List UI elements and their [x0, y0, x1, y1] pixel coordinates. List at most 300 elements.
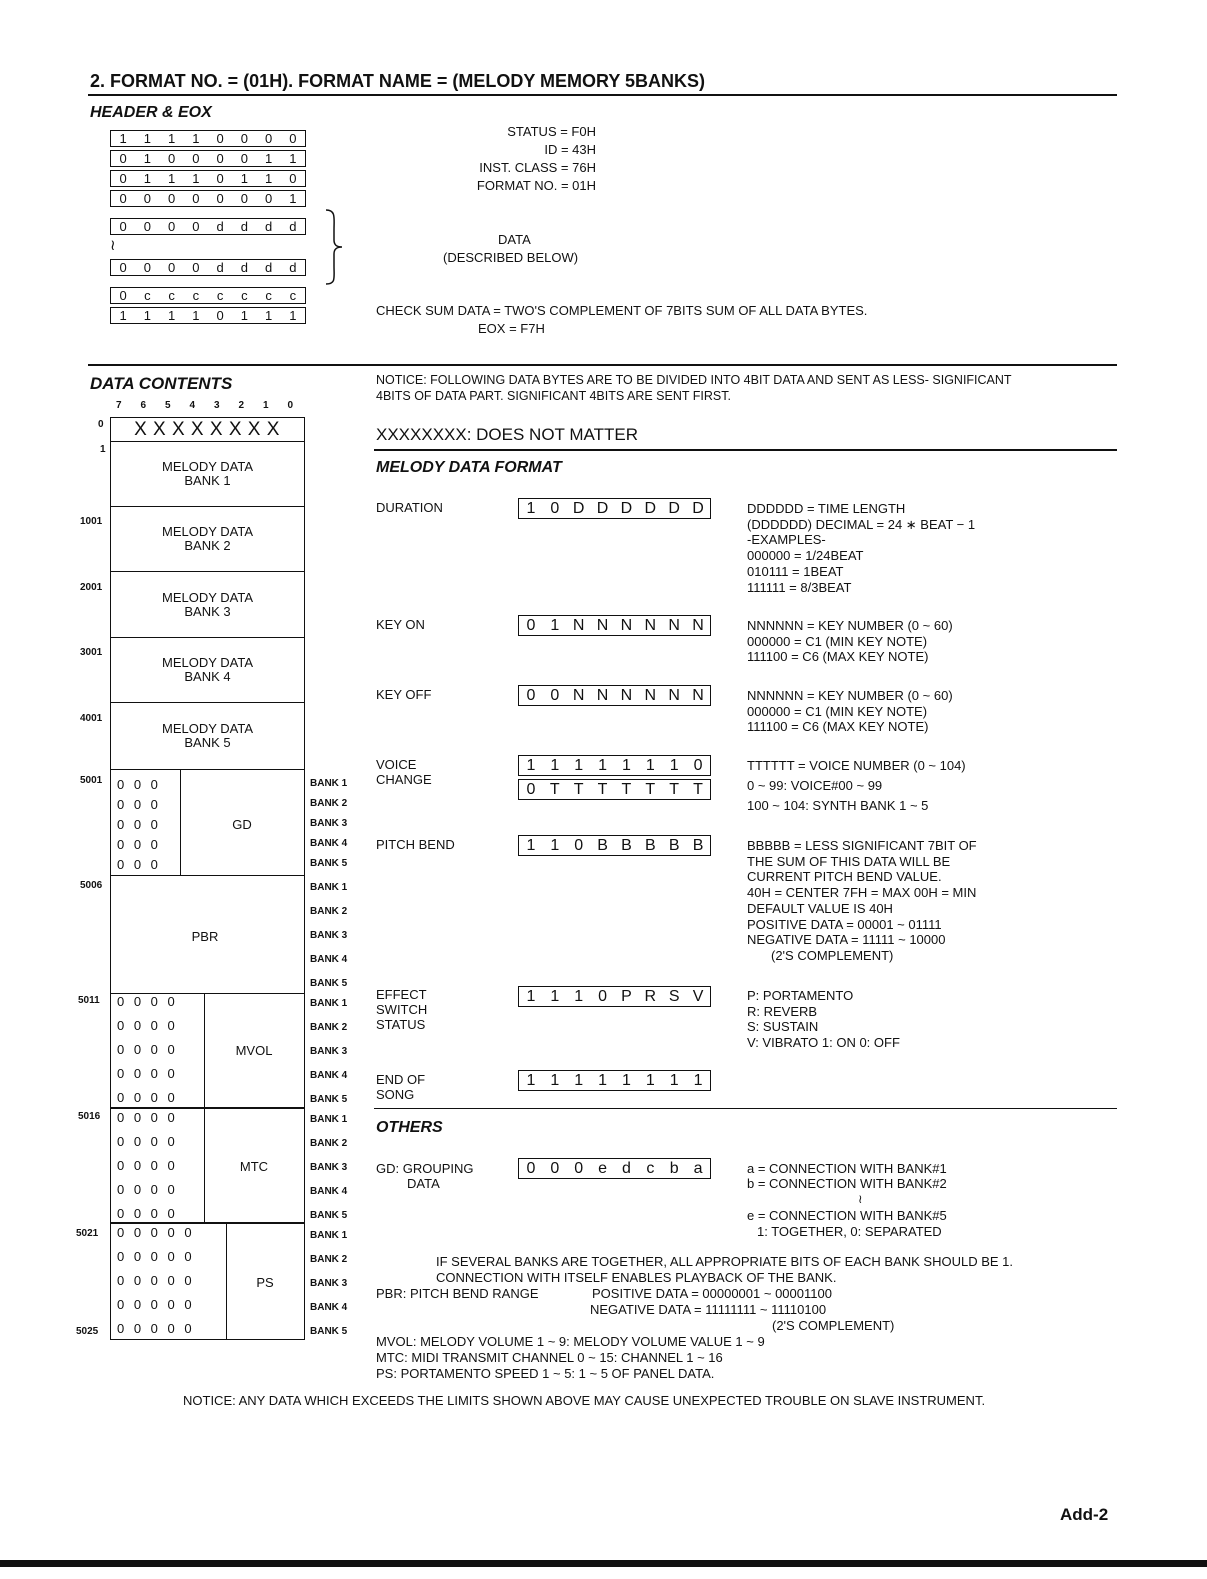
- zero-row: 0 0 0: [117, 817, 158, 832]
- bit-cell: 1: [192, 131, 200, 146]
- zero-row: 0 0 0 0: [117, 1090, 175, 1105]
- entry-desc: CURRENT PITCH BEND VALUE.: [747, 869, 942, 885]
- bit-cell: B: [597, 837, 608, 854]
- address-5001: 5001: [80, 775, 103, 786]
- bit-cell: 1: [598, 757, 608, 774]
- bit-cell: N: [572, 687, 585, 704]
- bit-cell: 0: [119, 260, 127, 275]
- gd-divider: [180, 769, 181, 875]
- bit-cell: c: [241, 288, 248, 303]
- mtc-divider: [204, 1107, 205, 1223]
- bit-cell: T: [597, 781, 608, 798]
- bit-cell: c: [265, 288, 272, 303]
- header-row-0: [110, 130, 306, 147]
- bit-cell: 1: [645, 757, 655, 774]
- entry-desc: 0 ~ 99: VOICE#00 ~ 99: [747, 778, 883, 793]
- bit-cell: 1: [168, 171, 176, 186]
- entry-desc: NEGATIVE DATA = 11111 ~ 10000: [747, 932, 946, 948]
- bit-cell: 1: [526, 1072, 536, 1089]
- bit-cell: 1: [669, 757, 679, 774]
- bit-cell: N: [644, 687, 657, 704]
- zero-row: 0 0 0 0 0: [117, 1273, 192, 1288]
- bit-cell: 0: [143, 260, 151, 275]
- bit-cell: D: [596, 500, 609, 517]
- bit-cell: 1: [143, 131, 151, 146]
- bit-cell: 0: [119, 191, 127, 206]
- bit-cell: c: [289, 288, 297, 303]
- melody-rule: [374, 449, 1117, 451]
- bit-cell: d: [621, 1160, 631, 1177]
- bit-cell: 0: [574, 1160, 584, 1177]
- bit-cell: 0: [265, 131, 273, 146]
- bit-cell: 0: [119, 219, 127, 234]
- bit-cell: 1: [550, 617, 560, 634]
- bank-label: BANK 4: [310, 1070, 348, 1081]
- bit-cell: 0: [119, 288, 127, 303]
- melody-bank-sub: BANK 5: [184, 735, 231, 750]
- bit-cell: R: [644, 988, 657, 1005]
- bit-cell: 0: [216, 191, 224, 206]
- header-eox-heading: HEADER & EOX: [90, 104, 212, 121]
- bank-label: BANK 4: [310, 1302, 348, 1313]
- address-5025: 5025: [76, 1326, 99, 1337]
- entry-desc: 100 ~ 104: SYNTH BANK 1 ~ 5: [747, 798, 929, 813]
- bank-label: BANK 3: [310, 818, 348, 829]
- bit-cell: d: [265, 219, 273, 234]
- mtc-note: MTC: MIDI TRANSMIT CHANNEL 0 ~ 15: CHANNEL 1 ~ 16: [376, 1350, 723, 1365]
- zero-row: 0 0 0 0: [117, 1042, 175, 1057]
- bit-cell: 1: [526, 757, 536, 774]
- bit-cell: 1: [693, 1072, 703, 1089]
- others-heading: OTHERS: [376, 1119, 443, 1136]
- bit-cell: 1: [289, 151, 297, 166]
- entry-label-2: SONG: [376, 1087, 415, 1102]
- bank-label: BANK 5: [310, 858, 348, 869]
- inst-class-line: INST. CLASS = 76H: [479, 160, 596, 175]
- bit-cell: 1: [550, 837, 560, 854]
- zero-row: 0 0 0 0: [117, 1110, 175, 1125]
- zero-row: 0 0 0 0 0: [117, 1225, 192, 1240]
- bit-cell: 1: [621, 1072, 631, 1089]
- bit-cell: 0: [289, 171, 297, 186]
- zero-row: 0 0 0 0: [117, 1134, 175, 1149]
- bit-cell: 1: [240, 171, 248, 186]
- address-5006: 5006: [80, 880, 103, 891]
- bit-cell: B: [621, 837, 632, 854]
- bit-cell: 0: [119, 151, 127, 166]
- bank-label: BANK 2: [310, 1138, 348, 1149]
- bit-cell: 1: [143, 308, 151, 323]
- bit-cell: 0: [216, 171, 224, 186]
- entry-desc: S: SUSTAIN: [747, 1019, 819, 1035]
- eox-row: [110, 307, 306, 324]
- melody-bank-sub: BANK 3: [184, 604, 231, 619]
- bit-cell: D: [644, 500, 657, 517]
- data-sub-label: (DESCRIBED BELOW): [443, 250, 579, 265]
- entry-bits: [518, 986, 711, 1007]
- entry-desc: (2'S COMPLEMENT): [771, 947, 894, 963]
- bank-label: BANK 4: [310, 954, 348, 965]
- mtc-label: MTC: [239, 1159, 269, 1174]
- xxxx-note: [376, 426, 638, 445]
- zero-row: 0 0 0: [117, 857, 158, 872]
- entry-desc: POSITIVE DATA = 00001 ~ 01111: [747, 916, 942, 932]
- bit-cell: 1: [168, 308, 176, 323]
- pbr-complement: (2'S COMPLEMENT): [772, 1318, 895, 1333]
- bit-cell: T: [549, 781, 560, 798]
- bit-cell: 1: [119, 308, 127, 323]
- zero-row: 0 0 0: [117, 777, 158, 792]
- header-row-3: [110, 190, 306, 207]
- bit-cell: 1: [143, 151, 151, 166]
- melody-bank-label: MELODY DATA: [161, 655, 254, 670]
- data-brace-icon: [322, 208, 348, 286]
- bit-cell: d: [216, 219, 224, 234]
- data-last-row: [110, 259, 306, 276]
- zero-row: 0 0 0 0: [117, 1066, 175, 1081]
- address-label: 4001: [80, 713, 103, 724]
- eox-text: EOX = F7H: [478, 321, 545, 336]
- entry-desc: 000000 = C1 (MIN KEY NOTE): [747, 703, 928, 719]
- bit-cell: 1: [526, 988, 536, 1005]
- bit-cell: N: [620, 617, 633, 634]
- entry-label-2: SWITCH: [376, 1002, 428, 1017]
- bit-cell: 1: [574, 757, 584, 774]
- entry-desc: P: PORTAMENTO: [747, 988, 854, 1003]
- notice-top-line-1: NOTICE: FOLLOWING DATA BYTES ARE TO BE DIVIDED INTO 4BIT DATA AND SENT AS LESS- SIGNIFICANT: [376, 373, 1012, 387]
- mvol-divider: [204, 993, 205, 1108]
- bank-label: BANK 5: [310, 1094, 348, 1105]
- title-rule: [88, 94, 1117, 96]
- zero-row: 0 0 0 0: [117, 994, 175, 1009]
- bit-cell: 0: [168, 219, 176, 234]
- entry-desc: 40H = CENTER 7FH = MAX 00H = MIN: [747, 885, 977, 901]
- data-tilde: ≀: [110, 237, 116, 254]
- dont-care-row: [110, 417, 305, 442]
- bit-cell: 1: [143, 171, 151, 186]
- xxxx-note-text: XXXXXXXX: DOES NOT MATTER: [376, 425, 638, 444]
- address-label: 1001: [80, 516, 103, 527]
- entry-desc: DEFAULT VALUE IS 40H: [747, 900, 893, 916]
- bit-cell: 0: [265, 191, 273, 206]
- bank-label: BANK 4: [310, 1186, 348, 1197]
- zero-row: 0 0 0 0 0: [117, 1297, 192, 1312]
- bit-number: 5: [165, 400, 171, 411]
- entry-desc: 111111 = 8/3BEAT: [747, 579, 852, 595]
- bit-cell: D: [572, 500, 585, 517]
- bit-number: 2: [238, 400, 245, 411]
- bank-label: BANK 3: [310, 930, 348, 941]
- bank-label: BANK 2: [310, 1022, 348, 1033]
- gd-bit-row: [518, 1158, 711, 1179]
- bit-cell: N: [596, 617, 609, 634]
- bit-cell: a: [693, 1160, 703, 1177]
- melody-bank-label: MELODY DATA: [161, 524, 254, 539]
- bit-cell: N: [668, 687, 680, 704]
- entry-label-2: CHANGE: [376, 772, 432, 787]
- address-5016: 5016: [78, 1111, 101, 1122]
- melody-format-heading: MELODY DATA FORMAT: [376, 459, 562, 476]
- bit-cell: 0: [119, 171, 127, 186]
- ps-divider: [226, 1222, 227, 1339]
- bottom-bar: [0, 1560, 1207, 1567]
- bit-cell: 1: [289, 191, 297, 206]
- bit-cell: 0: [289, 131, 297, 146]
- bit-cell: 0: [526, 617, 536, 634]
- gd-grouping-label-2: DATA: [407, 1176, 440, 1191]
- entry-bits: [518, 615, 711, 636]
- bit-cell: N: [692, 687, 704, 704]
- bit-cell: 1: [574, 988, 584, 1005]
- bit-cell: 1: [550, 988, 560, 1005]
- bank-label: BANK 3: [310, 1278, 348, 1289]
- bit-cell: P: [621, 988, 632, 1005]
- bit-cell: T: [645, 781, 656, 798]
- bit-cell: 1: [265, 308, 273, 323]
- bit-cell: c: [168, 288, 175, 303]
- bank-label: BANK 3: [310, 1046, 348, 1057]
- bit-cell: V: [692, 988, 704, 1005]
- id-line: ID = 43H: [544, 142, 596, 157]
- bit-cell: S: [668, 988, 680, 1005]
- bit-cell: 1: [645, 1072, 655, 1089]
- notice-bottom: NOTICE: ANY DATA WHICH EXCEEDS THE LIMITS SHOWN ABOVE MAY CAUSE UNEXPECTED TROUBLE ON SLAVE INSTRUMENT.: [183, 1393, 986, 1408]
- bit-cell: 0: [598, 988, 608, 1005]
- bit-cell: D: [692, 500, 704, 517]
- header-row-1: [110, 150, 306, 167]
- bit-cell: 1: [669, 1072, 679, 1089]
- entry-desc: 111100 = C6 (MAX KEY NOTE): [747, 649, 929, 665]
- data-label: DATA: [498, 232, 531, 247]
- format-no-line: FORMAT NO. = 01H: [476, 178, 596, 193]
- bit-number: 4: [189, 400, 196, 411]
- entry-label: PITCH BEND: [376, 837, 455, 852]
- status-line: STATUS = F0H: [507, 124, 596, 139]
- bit-cell: N: [572, 617, 585, 634]
- bit-cell: 0: [143, 191, 151, 206]
- address-0: 0: [98, 419, 104, 430]
- entry-desc: R: REVERB: [747, 1003, 818, 1019]
- entry-desc: NNNNNN = KEY NUMBER (0 ~ 60): [747, 618, 953, 633]
- bank-label: BANK 2: [310, 906, 348, 917]
- address-label: 2001: [80, 582, 103, 593]
- bit-cell: 0: [550, 500, 560, 517]
- gd-desc-together: 1: TOGETHER, 0: SEPARATED: [757, 1224, 942, 1239]
- bit-cell: c: [216, 288, 224, 303]
- pbr-negative: NEGATIVE DATA = 11111111 ~ 11110100: [590, 1302, 827, 1317]
- entry-desc: 111100 = C6 (MAX KEY NOTE): [747, 719, 929, 735]
- entry-bits: [518, 1070, 711, 1091]
- address-label: 3001: [80, 647, 103, 658]
- gd-label: GD: [232, 817, 252, 832]
- pbr-label: PBR: [191, 929, 219, 944]
- zero-row: 0 0 0 0 0: [117, 1249, 192, 1264]
- entry-desc: TTTTTT = VOICE NUMBER (0 ~ 104): [747, 758, 966, 773]
- bit-cell: T: [693, 781, 703, 798]
- bit-cell: d: [289, 260, 297, 275]
- bit-cell: 0: [192, 260, 200, 275]
- bit-cell: D: [620, 500, 633, 517]
- zero-row: 0 0 0: [117, 837, 158, 852]
- bit-cell: 0: [168, 260, 176, 275]
- bit-cell: 0: [192, 151, 200, 166]
- address-5021: 5021: [76, 1228, 99, 1239]
- bit-cell: d: [240, 219, 248, 234]
- bit-cell: c: [646, 1160, 655, 1177]
- bit-cell: 1: [265, 151, 273, 166]
- bit-number: 0: [287, 400, 294, 411]
- entry-bits: [518, 685, 711, 706]
- bit-cell: c: [144, 288, 151, 303]
- zero-row: 0 0 0: [117, 797, 158, 812]
- bank-label: BANK 1: [310, 998, 348, 1009]
- entry-label: KEY ON: [376, 617, 425, 632]
- bit-cell: 0: [216, 308, 224, 323]
- bit-cell: T: [621, 781, 632, 798]
- data-first-row: [110, 218, 306, 235]
- bit-cell: 0: [550, 687, 560, 704]
- entry-label: VOICE: [376, 757, 417, 772]
- bit-cell: 1: [192, 171, 200, 186]
- bit-cell: T: [573, 781, 584, 798]
- melody-bank-label: MELODY DATA: [161, 459, 254, 474]
- bit-cell: b: [669, 1160, 679, 1177]
- entry-desc: 000000 = C1 (MIN KEY NOTE): [747, 633, 928, 649]
- checksum-row: [110, 287, 306, 304]
- bit-cell: 1: [265, 171, 273, 186]
- bit-cell: 1: [550, 1072, 560, 1089]
- bit-number: 3: [214, 400, 220, 411]
- entry-label: END OF: [376, 1072, 426, 1087]
- bit-cell: B: [644, 837, 656, 854]
- page-number: Add-2: [1060, 1505, 1109, 1524]
- bit-cell: 0: [168, 191, 176, 206]
- header-row-2: [110, 170, 306, 187]
- bit-cell: N: [644, 617, 657, 634]
- zero-row: 0 0 0 0: [117, 1018, 175, 1033]
- gd-desc-a: a = CONNECTION WITH BANK#1: [747, 1161, 947, 1176]
- bit-number: 1: [263, 400, 269, 411]
- melody-bank-sub: BANK 1: [184, 473, 231, 488]
- bit-cell: d: [289, 219, 297, 234]
- others-note-1: IF SEVERAL BANKS ARE TOGETHER, ALL APPROPRIATE BITS OF EACH BANK SHOULD BE 1.: [436, 1254, 1013, 1269]
- bit-cell: 1: [192, 308, 200, 323]
- bit-cell: e: [598, 1160, 608, 1177]
- bank-label: BANK 1: [310, 1230, 348, 1241]
- bit-cell: 0: [192, 219, 200, 234]
- bit-cell: 1: [574, 1072, 584, 1089]
- bit-cell: 0: [216, 151, 224, 166]
- entry-bits-2: [518, 779, 711, 800]
- bank-label: BANK 2: [310, 798, 348, 809]
- entry-desc: BBBBB = LESS SIGNIFICANT 7BIT OF: [747, 838, 977, 853]
- bit-cell: 0: [168, 151, 176, 166]
- zero-row: 0 0 0 0: [117, 1182, 175, 1197]
- melody-bank-label: MELODY DATA: [161, 590, 254, 605]
- dont-care-bits: X X X X X X X X: [134, 419, 280, 440]
- bank-label: BANK 5: [310, 1210, 348, 1221]
- pbr-positive: POSITIVE DATA = 00000001 ~ 00001100: [592, 1286, 832, 1301]
- bank-label: BANK 5: [310, 978, 348, 989]
- zero-row: 0 0 0 0 0: [117, 1321, 192, 1336]
- bit-cell: 1: [550, 757, 560, 774]
- bank-label: BANK 3: [310, 1162, 348, 1173]
- bit-cell: 0: [240, 151, 248, 166]
- melody-bank-sub: BANK 2: [184, 538, 231, 553]
- ps-label: PS: [256, 1275, 274, 1290]
- bit-cell: 0: [216, 131, 224, 146]
- bank-label: BANK 1: [310, 778, 348, 789]
- entry-desc: 000000 = 1/24BEAT: [747, 548, 864, 564]
- bit-cell: 1: [526, 500, 536, 517]
- bit-cell: N: [620, 687, 633, 704]
- bit-cell: 0: [240, 191, 248, 206]
- bit-cell: B: [668, 837, 680, 854]
- bit-cell: 0: [574, 837, 584, 854]
- entry-label: DURATION: [376, 500, 443, 515]
- bit-cell: 1: [240, 308, 248, 323]
- bit-cell: 0: [143, 219, 151, 234]
- entry-bits: [518, 498, 711, 519]
- bit-cell: c: [192, 288, 200, 303]
- entry-desc: 010111 = 1BEAT: [747, 563, 844, 579]
- ps-note: PS: PORTAMENTO SPEED 1 ~ 5: 1 ~ 5 OF PANEL DATA.: [376, 1366, 715, 1381]
- bank-label: BANK 4: [310, 838, 348, 849]
- entry-bits: [518, 755, 711, 776]
- bit-cell: 1: [168, 131, 176, 146]
- bit-cell: T: [669, 781, 680, 798]
- bit-cell: 1: [289, 308, 297, 323]
- entry-label-3: STATUS: [376, 1017, 426, 1032]
- bank-label: BANK 2: [310, 1254, 348, 1265]
- gd-grouping-label: GD: GROUPING: [376, 1161, 474, 1176]
- entry-label: EFFECT: [376, 987, 427, 1002]
- bit-cell: N: [692, 617, 704, 634]
- zero-row: 0 0 0 0: [117, 1206, 175, 1221]
- bit-cell: 1: [598, 1072, 608, 1089]
- bit-cell: 0: [526, 687, 536, 704]
- bank-label: BANK 1: [310, 882, 348, 893]
- gd-desc-e: e = CONNECTION WITH BANK#5: [747, 1208, 947, 1223]
- bit-cell: d: [240, 260, 248, 275]
- gd-desc-tilde: ≀: [858, 1192, 863, 1206]
- bit-cell: N: [596, 687, 609, 704]
- page-title: 2. FORMAT NO. = (01H). FORMAT NAME = (MELODY MEMORY 5BANKS): [90, 71, 706, 91]
- bank-label: BANK 1: [310, 1114, 348, 1125]
- entry-desc: NNNNNN = KEY NUMBER (0 ~ 60): [747, 688, 953, 703]
- bit-cell: 1: [526, 837, 536, 854]
- bit-cell: B: [692, 837, 704, 854]
- melody-bank-sub: BANK 4: [184, 669, 231, 684]
- others-note-2: CONNECTION WITH ITSELF ENABLES PLAYBACK OF THE BANK.: [436, 1270, 837, 1285]
- mvol-label: MVOL: [235, 1043, 273, 1058]
- address-5011: 5011: [78, 995, 100, 1006]
- melody-bank-label: MELODY DATA: [161, 721, 254, 736]
- zero-row: 0 0 0 0: [117, 1158, 175, 1173]
- entry-desc: (DDDDDD) DECIMAL = 24 ∗ BEAT − 1: [747, 516, 976, 532]
- bit-cell: d: [216, 260, 224, 275]
- bit-cell: 0: [526, 1160, 536, 1177]
- pbr-range-label: PBR: PITCH BEND RANGE: [376, 1286, 539, 1301]
- bit-number: 6: [140, 400, 147, 411]
- address-label: 1: [100, 444, 106, 455]
- entry-label: KEY OFF: [376, 687, 432, 702]
- section-rule: [88, 364, 1117, 366]
- others-rule: [374, 1108, 1117, 1109]
- bit-cell: 0: [192, 191, 200, 206]
- entry-desc: V: VIBRATO 1: ON 0: OFF: [747, 1035, 900, 1051]
- bit-cell: 0: [526, 781, 536, 798]
